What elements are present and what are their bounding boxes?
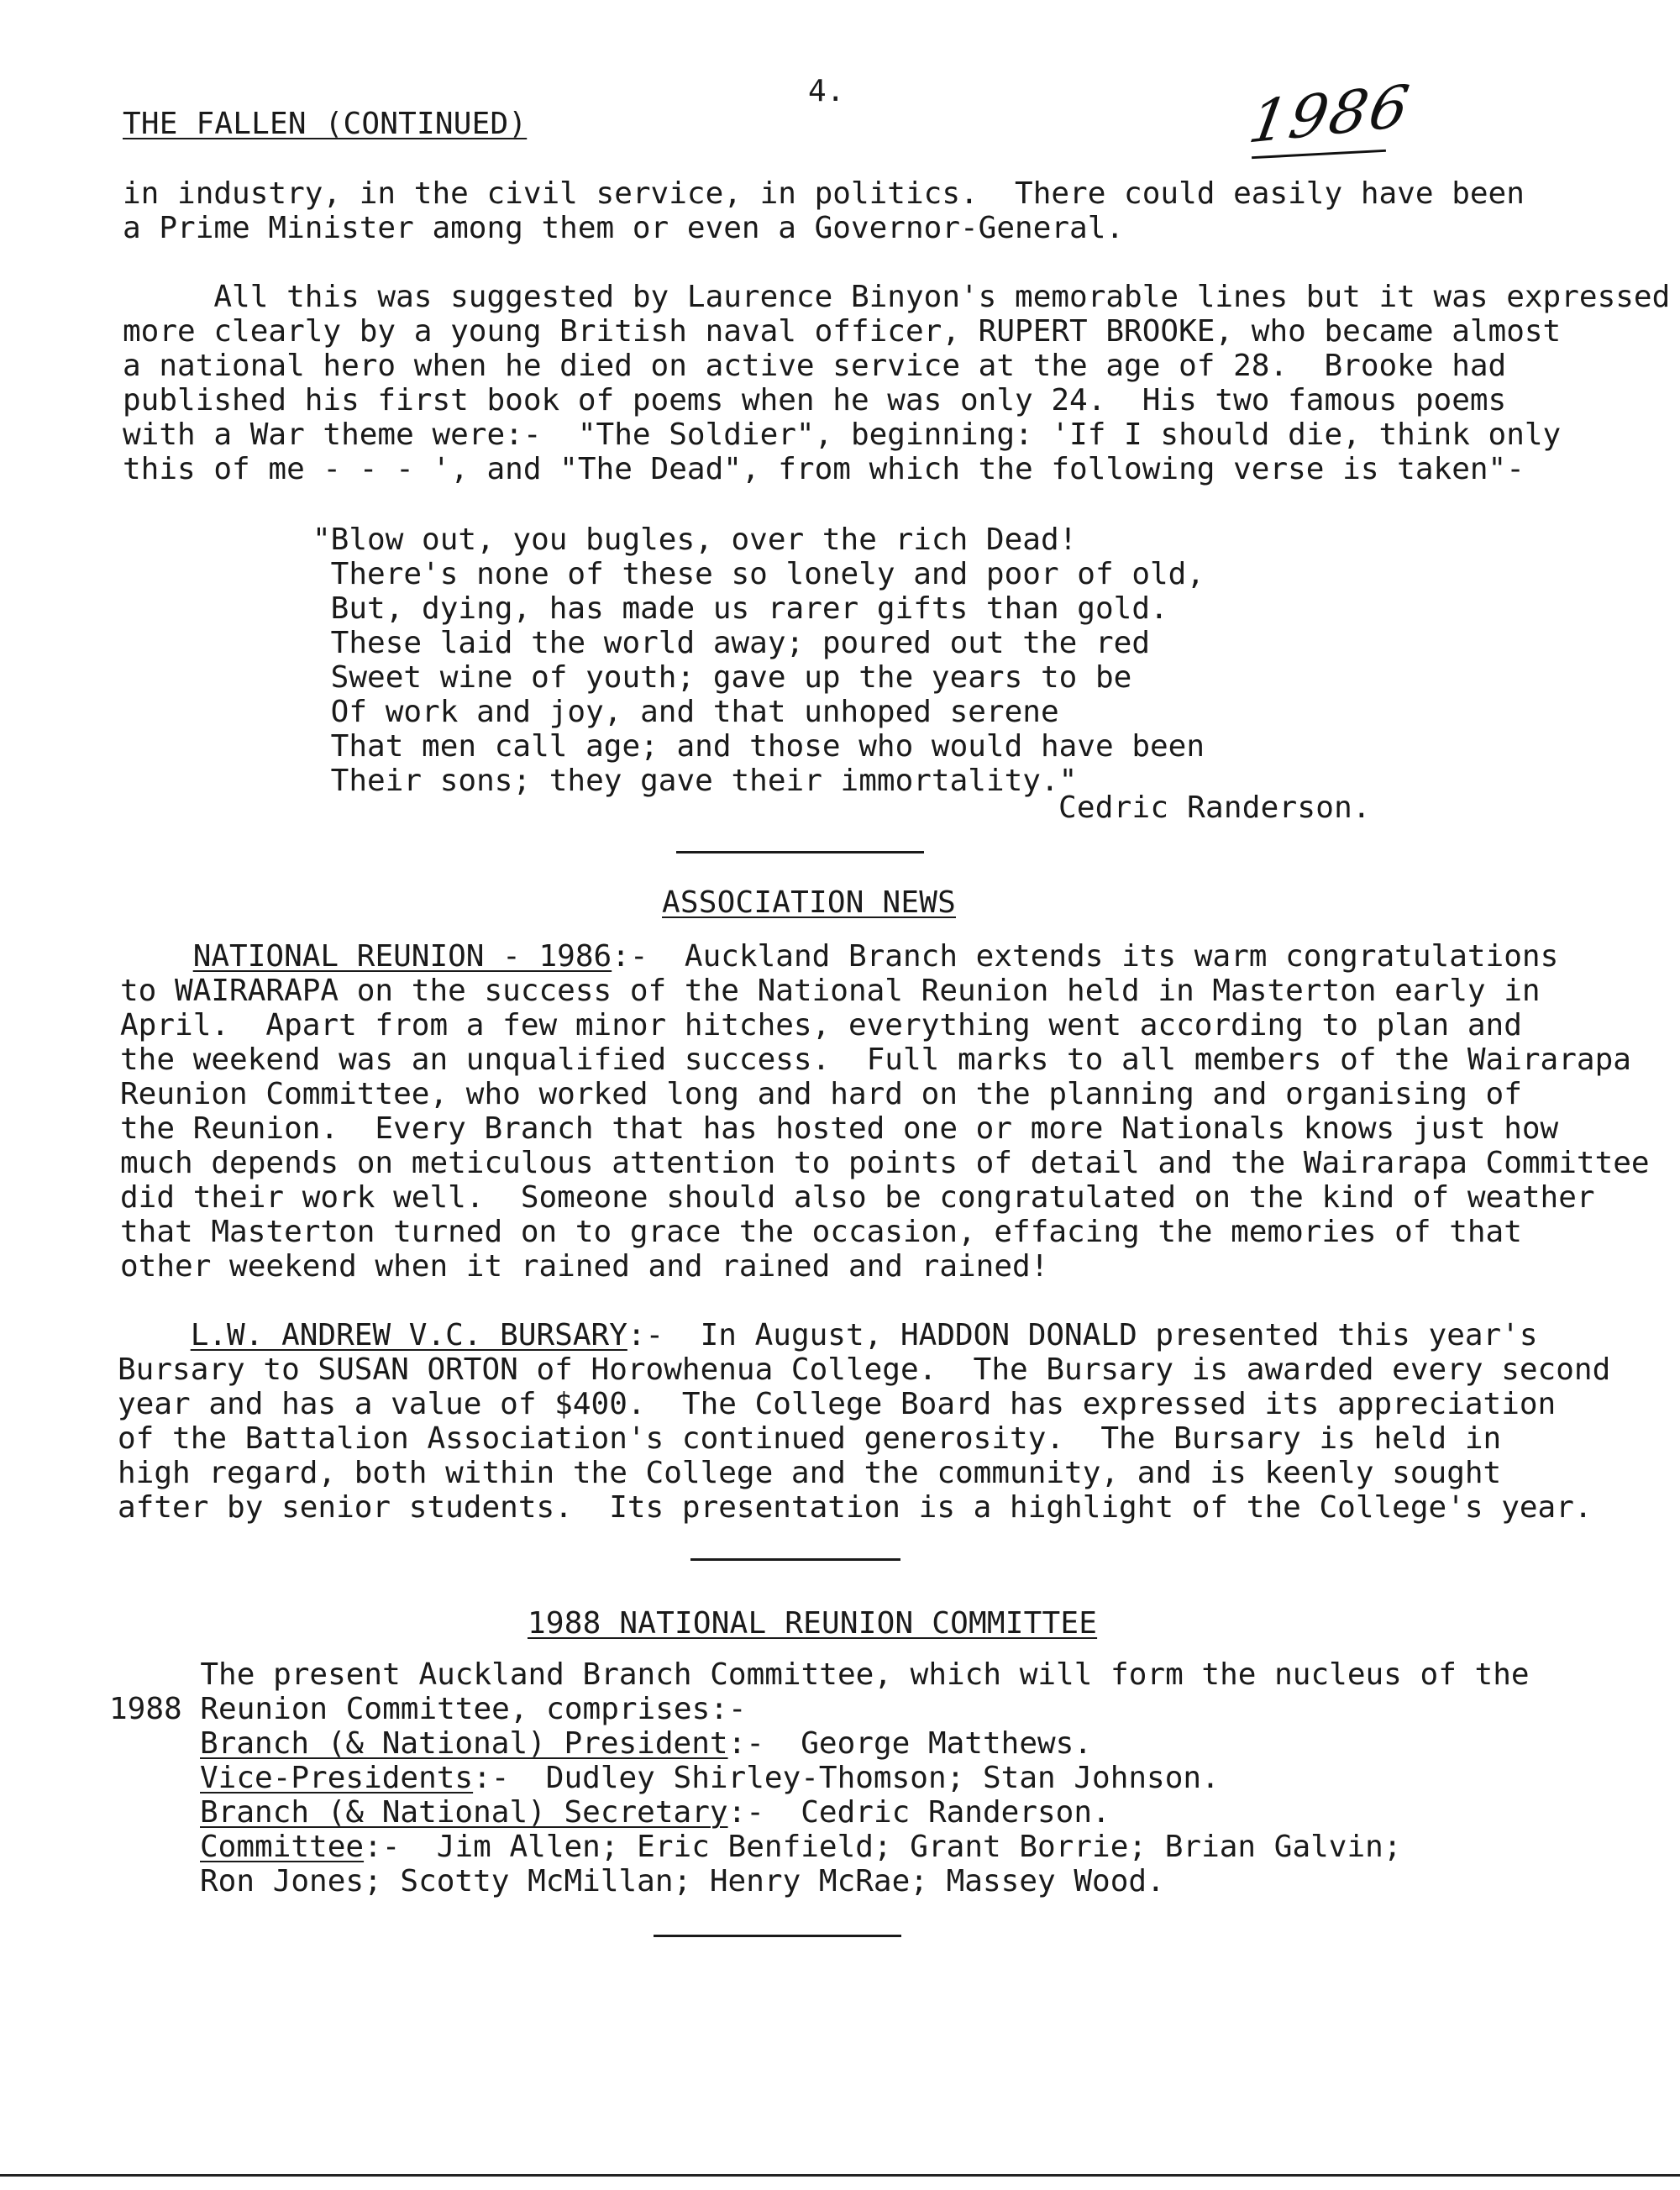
poem-line: These laid the world away; poured out the red bbox=[312, 626, 1150, 660]
text-line: year and has a value of $400. The College Board has expressed its appreciation bbox=[118, 1387, 1557, 1421]
committee-intro bbox=[109, 1657, 1530, 1726]
reunion-first-line: :- Auckland Branch extends its warm congratulations bbox=[612, 939, 1559, 974]
fallen-continued-paragraph bbox=[123, 176, 1525, 245]
rupert-brooke-paragraph bbox=[123, 280, 1670, 486]
national-reunion-paragraph bbox=[120, 939, 1650, 1284]
committee-members-line bbox=[200, 1830, 1402, 1864]
text-line: other weekend when it rained and rained and rained! bbox=[120, 1249, 1049, 1284]
scan-edge-line bbox=[0, 2174, 1680, 2177]
committee-value: :- Jim Allen; Eric Benfield; Grant Borrie; Brian Galvin; bbox=[364, 1830, 1402, 1864]
text-line: high regard, both within the College and the community, and is keenly sought bbox=[118, 1456, 1502, 1490]
poem-line: There's none of these so lonely and poor of old, bbox=[312, 557, 1205, 591]
text-line: Reunion Committee, who worked long and hard on the planning and organising of bbox=[120, 1077, 1522, 1111]
text-line: of the Battalion Association's continued generosity. The Bursary is held in bbox=[118, 1421, 1502, 1456]
section-divider bbox=[690, 1558, 900, 1561]
text-line bbox=[118, 1318, 1610, 1352]
text-line: did their work well. Someone should also be congratulated on the kind of weather bbox=[120, 1180, 1595, 1215]
committee-secretary-line bbox=[200, 1795, 1402, 1830]
text-line: more clearly by a young British naval officer, RUPERT BROOKE, who became almost bbox=[123, 314, 1562, 349]
president-label: Branch (& National) President bbox=[200, 1726, 728, 1761]
text-line: this of me - - - ', and "The Dead", from which the following verse is taken"- bbox=[123, 452, 1525, 486]
committee-president-line bbox=[200, 1726, 1402, 1761]
poem-line: That men call age; and those who would have been bbox=[312, 729, 1205, 764]
committee-label: Committee bbox=[200, 1830, 365, 1864]
section-heading-association-news: ASSOCIATION NEWS bbox=[662, 885, 956, 920]
poem-line: "Blow out, you bugles, over the rich Dead! bbox=[312, 523, 1078, 557]
section-heading-the-fallen: THE FALLEN (CONTINUED) bbox=[123, 107, 528, 141]
handwritten-year-annotation: 1986 bbox=[1244, 71, 1415, 157]
poem-line: But, dying, has made us rarer gifts than gold. bbox=[312, 591, 1168, 626]
section-divider bbox=[676, 851, 924, 853]
text-line: published his first book of poems when he was only 24. His two famous poems bbox=[123, 383, 1507, 418]
text-line: a Prime Minister among them or even a Governor-General. bbox=[123, 211, 1125, 245]
text-line: much depends on meticulous attention to points of detail and the Wairarapa Committee bbox=[120, 1146, 1650, 1180]
committee-members-line-2: Ron Jones; Scotty McMillan; Henry McRae; Massey Wood. bbox=[200, 1864, 1165, 1899]
committee-vice-presidents-line bbox=[200, 1761, 1402, 1795]
text-line: the Reunion. Every Branch that has hosted one or more Nationals knows just how bbox=[120, 1111, 1559, 1146]
poem-verse-the-dead bbox=[312, 523, 1205, 798]
text-line: 1988 Reunion Committee, comprises:- bbox=[109, 1692, 747, 1726]
page-number: 4. bbox=[808, 74, 845, 108]
text-line: to WAIRARAPA on the success of the National Reunion held in Masterton early in bbox=[120, 974, 1541, 1008]
text-line: April. Apart from a few minor hitches, everything went according to plan and bbox=[120, 1008, 1522, 1042]
president-value: :- George Matthews. bbox=[727, 1726, 1093, 1761]
section-heading-1988-committee: 1988 NATIONAL REUNION COMMITTEE bbox=[528, 1606, 1098, 1641]
poem-line: Of work and joy, and that unhoped serene bbox=[312, 695, 1059, 729]
vice-presidents-label: Vice-Presidents bbox=[200, 1761, 474, 1795]
reunion-label: NATIONAL REUNION - 1986 bbox=[192, 939, 612, 974]
section-divider bbox=[654, 1935, 901, 1937]
bursary-paragraph bbox=[118, 1318, 1610, 1525]
text-line: in industry, in the civil service, in politics. There could easily have been bbox=[123, 176, 1525, 211]
secretary-value: :- Cedric Randerson. bbox=[727, 1795, 1110, 1830]
text-line: The present Auckland Branch Committee, which will form the nucleus of the bbox=[109, 1657, 1530, 1692]
bursary-label: L.W. ANDREW V.C. BURSARY bbox=[190, 1318, 627, 1352]
text-line: the weekend was an unqualified success. Full marks to all members of the Wairarapa bbox=[120, 1042, 1631, 1077]
committee-list bbox=[200, 1726, 1402, 1899]
text-line: with a War theme were:- "The Soldier", beginning: 'If I should die, think only bbox=[123, 418, 1562, 452]
text-line: that Masterton turned on to grace the occasion, effacing the memories of that bbox=[120, 1215, 1522, 1249]
text-line bbox=[120, 939, 1650, 974]
text-line: All this was suggested by Laurence Binyon's memorable lines but it was expressed bbox=[123, 280, 1671, 314]
poem-line: Sweet wine of youth; gave up the years to be bbox=[312, 660, 1132, 695]
text-line: Bursary to SUSAN ORTON of Horowhenua College. The Bursary is awarded every second bbox=[118, 1352, 1611, 1387]
secretary-label: Branch (& National) Secretary bbox=[200, 1795, 728, 1830]
poem-line: Their sons; they gave their immortality." bbox=[312, 764, 1078, 798]
vice-presidents-value: :- Dudley Shirley-Thomson; Stan Johnson. bbox=[473, 1761, 1220, 1795]
poem-signoff: Cedric Randerson. bbox=[1058, 790, 1371, 825]
text-line: after by senior students. Its presentation is a highlight of the College's year. bbox=[118, 1490, 1593, 1525]
text-line: a national hero when he died on active service at the age of 28. Brooke had bbox=[123, 349, 1507, 383]
bursary-first-line: :- In August, HADDON DONALD presented this year's bbox=[627, 1318, 1538, 1352]
